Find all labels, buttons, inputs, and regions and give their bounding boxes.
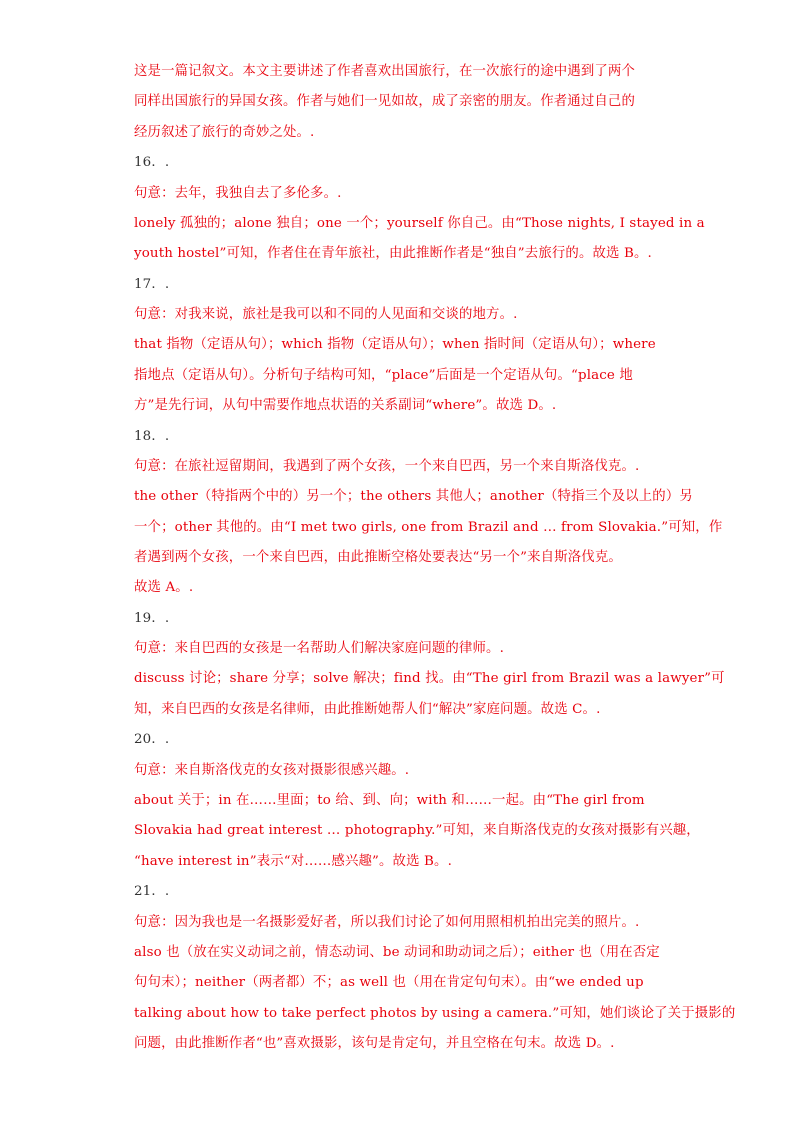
- explanation-line: 指地点（定语从句）。分析句子结构可知，“place”后面是一个定语从句。“place 地: [134, 368, 633, 383]
- explanation-line: 句意：来自斯洛伐克的女孩对摄影很感兴趣。.: [134, 763, 410, 778]
- question-number: 21．.: [134, 884, 170, 899]
- explanation-line: 者遇到两个女孩，一个来自巴西，由此推断空格处要表达“另一个”来自斯洛伐克。: [134, 550, 622, 565]
- explanation-line: 故选 A。.: [134, 580, 194, 595]
- explanation-line: Slovakia had great interest … photography.”可知，来自斯洛伐克的女孩对摄影有兴趣，: [134, 823, 700, 838]
- explanation-line: 句意：对我来说，旅社是我可以和不同的人见面和交谈的地方。.: [134, 307, 518, 322]
- explanation-line: 问题，由此推断作者“也”喜欢摄影，该句是肯定句，并且空格在句末。故选 D。.: [134, 1036, 615, 1051]
- explanation-line: 知，来自巴西的女孩是名律师，由此推断她帮人们“解决”家庭问题。故选 C。.: [134, 702, 601, 717]
- explanation-line: talking about how to take perfect photos by using a camera.”可知，她们谈论了关于摄影的: [134, 1006, 736, 1021]
- explanation-line: 句意：去年，我独自去了多伦多。.: [134, 186, 342, 201]
- explanation-line: youth hostel”可知，作者住在青年旅社，由此推断作者是“独自”去旅行的。故选 B。.: [134, 246, 652, 261]
- question-number: 19．.: [134, 611, 170, 626]
- question-number: 17．.: [134, 277, 170, 292]
- explanation-line: 这是一篇记叙文。本文主要讲述了作者喜欢出国旅行，在一次旅行的途中遇到了两个: [134, 64, 636, 79]
- question-number: 18．.: [134, 429, 170, 444]
- explanation-line: 一个；other 其他的。由“I met two girls, one from Brazil and … from Slovakia.”可知，作: [134, 520, 723, 535]
- explanation-line: that 指物（定语从句）；which 指物（定语从句）；when 指时间（定语从句）；where: [134, 337, 656, 352]
- explanation-line: 句意：在旅社逗留期间，我遇到了两个女孩，一个来自巴西，另一个来自斯洛伐克。.: [134, 459, 640, 474]
- explanation-line: 句意：因为我也是一名摄影爱好者，所以我们讨论了如何用照相机拍出完美的照片。.: [134, 915, 640, 930]
- explanation-line: the other（特指两个中的）另一个；the others 其他人；another（特指三个及以上的）另: [134, 489, 693, 504]
- explanation-line: 经历叙述了旅行的奇妙之处。.: [134, 125, 315, 140]
- explanation-line: lonely 孤独的；alone 独自；one 一个；yourself 你自己。由“Those nights, I stayed in a: [134, 216, 705, 231]
- question-number: 20．.: [134, 732, 170, 747]
- explanation-line: 句句末）；neither（两者都）不；as well 也（用在肯定句句末）。由“we ended up: [134, 975, 644, 990]
- question-number: 16．.: [134, 155, 170, 170]
- explanation-line: “have interest in”表示“对……感兴趣”。故选 B。.: [134, 854, 452, 869]
- explanation-line: 句意：来自巴西的女孩是一名帮助人们解决家庭问题的律师。.: [134, 641, 505, 656]
- explanation-line: about 关于；in 在……里面；to 给、到、向；with 和……一起。由“The girl from: [134, 793, 645, 808]
- explanation-line: also 也（放在实义动词之前，情态动词、be 动词和助动词之后）；either 也（用在否定: [134, 945, 660, 960]
- explanation-line: discuss 讨论；share 分享；solve 解决；find 找。由“The girl from Brazil was a lawyer”可: [134, 671, 725, 686]
- explanation-line: 同样出国旅行的异国女孩。作者与她们一见如故，成了亲密的朋友。作者通过自己的: [134, 94, 636, 109]
- explanation-line: 方”是先行词，从句中需要作地点状语的关系副词“where”。故选 D。.: [134, 398, 557, 413]
